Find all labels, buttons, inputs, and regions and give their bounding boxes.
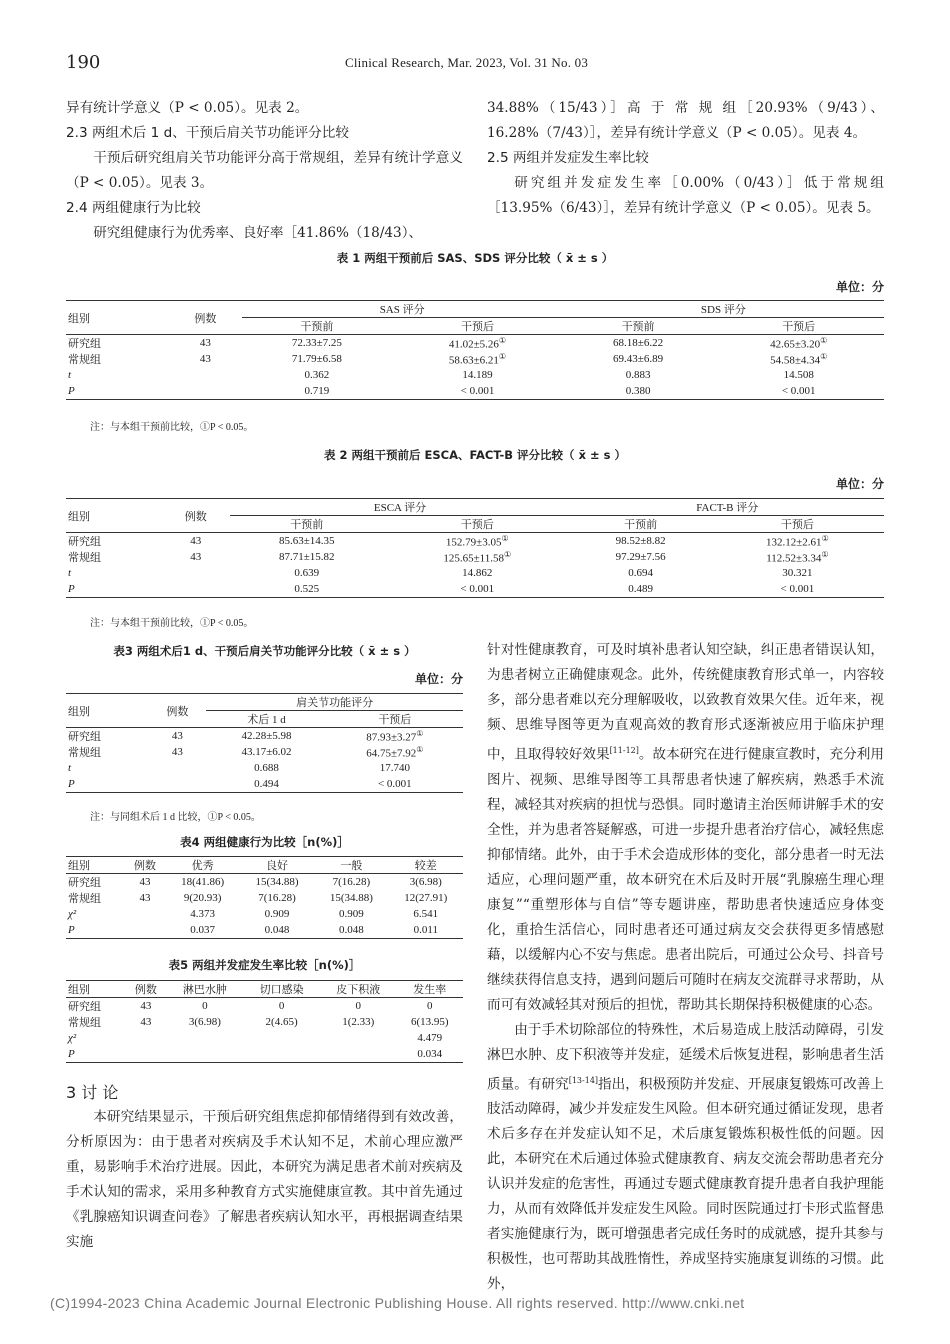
table5-caption: 表5 两组并发症发生率比较［n(%)］: [168, 958, 361, 972]
table-cell: < 0.001: [780, 583, 815, 595]
table-header: 较差: [414, 860, 437, 872]
table-header: 一般: [340, 860, 363, 872]
table-cell: 常规组: [68, 552, 101, 564]
journal-header: Clinical Research, Mar. 2023, Vol. 31 No. 03: [345, 55, 589, 70]
table-cell: [713, 335, 884, 352]
table-cell: 0.909: [264, 908, 290, 920]
table-header: 例数: [133, 860, 156, 872]
text-run: 。故本研究在进行健康宣教时，充分利用图片、视频、思维导图等工具帮患者快速了解疾病，熟悉手术流程，减轻其对疾病的担忧与恐惧。同时邀请主治医师讲解手术的安全性，并为患者答疑解惑，可进一步提升患者治疗信心，减轻焦虑抑郁情绪。此外，由于手术会造成形体的变化，部分患者一时无法适应，心理问题严重，故本研究在术后及时开展“乳腺癌生理心理康复”“重塑形体与自信”等专题讲座，帮助患者快速适应身体变化，重拾生活信心，同时患者还可通过病友交会获得更多情感慰藉，以缓解内心不安与焦虑。患者出院后，可通过公众号、抖音号继续获得信息支持，遇到问题后可随时在病友交流群寻求帮助，从而可有效减轻其对预后的担忧，帮助其长期保持积极健康的心态。: [487, 746, 884, 1013]
table-header: 组别: [66, 694, 148, 728]
table-cell: 0.688: [254, 762, 279, 774]
section-heading-discussion: 3 讨 论: [66, 1083, 119, 1102]
superscript: ①: [821, 533, 829, 543]
table-cell: [320, 1030, 397, 1046]
table-cell: 常规组: [68, 354, 101, 366]
table-row: [66, 874, 463, 891]
table-cell: 常规组: [68, 747, 101, 759]
table-cell: 0: [202, 1000, 208, 1012]
table-cell: < 0.001: [460, 385, 495, 397]
table-cell: 0.694: [628, 567, 653, 579]
page-number: 190: [66, 52, 101, 73]
table4-caption: 表4 两组健康行为比较［n(%)］: [180, 835, 349, 849]
table-cell: [711, 533, 884, 550]
table-header: 例数: [162, 499, 229, 533]
table-header: 皮下积液: [336, 984, 381, 996]
table-cell: 0.719: [304, 385, 330, 397]
table-cell: P: [68, 778, 75, 790]
table-cell: [392, 351, 563, 367]
table-cell: 15(34.88): [329, 892, 373, 904]
table-row: [66, 728, 463, 745]
table-cell: 常规组: [68, 893, 101, 905]
cell-value: 64.75±7.92: [366, 747, 417, 760]
table-cell: 43.17±6.02: [241, 746, 292, 758]
table-cell: 0: [355, 1000, 361, 1012]
superscript: ①: [820, 351, 828, 361]
table-header: 干预前: [300, 321, 334, 333]
table-cell: 0: [427, 1000, 433, 1012]
table2-caption: 表 2 两组干预前后 ESCA、FACT-B 评分比较（ x̄ ± s ）: [324, 448, 626, 462]
superscript: ①: [498, 351, 507, 361]
table-cell: 71.79±6.58: [291, 353, 342, 365]
table-cell: 12(27.91): [404, 892, 448, 904]
table-header: 发生率: [413, 984, 447, 996]
table-cell: 30.321: [782, 567, 813, 579]
section-heading-2-3: 2.3 两组术后 1 d、干预后肩关节功能评分比较: [66, 125, 349, 141]
table-header: 干预前: [624, 519, 658, 531]
table-cell: 0.362: [304, 369, 330, 381]
table-cell: 97.29±7.56: [615, 551, 666, 563]
table-cell: 0.909: [339, 908, 364, 920]
table-header: 淋巴水肿: [182, 984, 227, 996]
cell-value: 112.52±3.34: [766, 552, 822, 565]
table-cell: [392, 335, 563, 352]
paragraph: 干预后研究组肩关节功能评分高于常规组，差异有统计学意义（P < 0.05）。见表 3。: [66, 150, 463, 191]
table-header: 干预前: [621, 321, 655, 333]
superscript: ①: [498, 335, 507, 345]
table2-unit: 单位：分: [835, 477, 884, 491]
table-cell: [124, 922, 165, 939]
table-header: ESCA 评分: [230, 499, 571, 516]
table-cell: 0.048: [264, 924, 290, 936]
table-cell: 7(16.28): [332, 876, 371, 888]
copyright-footer: (C)1994-2023 China Academic Journal Electronic Publishing House. All rights reserved. http://www.cnki.net: [50, 1295, 745, 1311]
table-cell: 0.639: [294, 567, 320, 579]
table-row: [66, 744, 463, 760]
table-cell: 87.71±15.82: [279, 551, 335, 563]
table-cell: P: [68, 583, 75, 595]
table-cell: 43: [171, 746, 183, 758]
table-cell: [167, 1030, 244, 1046]
table-row: [66, 890, 463, 906]
table-cell: 0.494: [254, 778, 279, 790]
table-row: [66, 906, 463, 922]
table1: [66, 300, 884, 400]
table-row: [66, 581, 884, 598]
table-cell: 43: [171, 730, 183, 742]
table-cell: 9(20.93): [183, 892, 222, 904]
table-cell: t: [68, 567, 72, 579]
table-cell: 14.189: [462, 369, 493, 381]
cell-value: 132.12±2.61: [766, 536, 822, 549]
table-cell: [243, 1046, 320, 1063]
paragraph: [487, 1018, 884, 1298]
table-header: 干预后: [460, 519, 494, 531]
table-cell: P: [68, 924, 75, 936]
table-header: 干预后: [378, 714, 412, 726]
table-cell: χ²: [68, 908, 77, 920]
table-cell: 0: [278, 1000, 285, 1012]
table-row: [66, 367, 884, 383]
table-cell: 42.28±5.98: [241, 730, 292, 742]
superscript: ①: [504, 549, 512, 559]
table-row: [66, 533, 884, 550]
table-cell: 3(6.98): [409, 876, 442, 888]
table-cell: 6(13.95): [410, 1016, 449, 1028]
cell-value: 41.02±5.26: [448, 338, 499, 351]
table-header: 切口感染: [259, 984, 304, 996]
table-cell: 0.037: [190, 924, 216, 936]
table-header: 组别: [68, 984, 90, 996]
table-row: [66, 1014, 463, 1030]
table-row: [66, 776, 463, 793]
table-header: 术后 1 d: [247, 714, 286, 726]
table-cell: [124, 906, 165, 922]
table-header: 例数: [169, 301, 241, 335]
table-cell: 0.489: [628, 583, 653, 595]
table-header: 干预后: [460, 321, 494, 333]
table-header: 例数: [148, 694, 206, 728]
superscript: ①: [416, 728, 424, 738]
table-cell: 17.740: [379, 762, 410, 774]
table-cell: [169, 367, 241, 383]
text-run: 针对性健康教育，可及时填补患者认知空缺，纠正患者错误认知，为患者树立正确健康观念。此外，传统健康教育形式单一，内容较多，部分患者难以充分理解吸收，以致教育效果欠佳。近年来，视频、思维导图等更为直观高效的教育形式逐渐被应用于临床护理中，且取得较好效果: [487, 642, 884, 763]
table-cell: 0.048: [339, 924, 364, 936]
table-cell: [148, 760, 206, 776]
table3-note: 注：与同组术后 1 d 比较，①P < 0.05。: [90, 812, 261, 823]
table-row: [66, 565, 884, 581]
text-run: 指出，积极预防并发症、开展康复锻炼可改善上肢活动障碍，减少并发症发生风险。但本研究通过循证发现，患者术后多存在并发症认知不足，术后康复锻炼积极性低的问题。因此，本研究在术后通过体验式健康教育、病友交流会帮助患者充分认识并发症的危害性，再通过专题式健康教育提升患者自我护理能力，从而有效降低并发症发生风险。同时医院通过打卡形式监督患者实施健康行为，既可增强患者完成任务时的成就感，提升其参与积极性，也可帮助其战胜惰性，养成坚持实施康复训练的习惯。此外，: [487, 1076, 885, 1293]
table5: [66, 980, 463, 1063]
table-cell: [384, 549, 570, 565]
paragraph: 34.88%（15/43）］高 于 常 规 组［20.93%（9/43）、16.28%（7/43）］，差异有统计学意义（P < 0.05）。见表 4。: [487, 100, 884, 141]
table-row: [66, 922, 463, 939]
table-cell: [327, 744, 463, 760]
discussion-right-block: [487, 638, 884, 1297]
cell-value: 125.65±11.58: [443, 552, 505, 565]
text-run: 由于手术切除部位的特殊性，术后易造成上肢活动障碍，引发淋巴水肿、皮下积液等并发症，延缓术后恢复进程，影响患者生活质量。有研究: [487, 1021, 884, 1093]
table-cell: 43: [190, 535, 202, 547]
table-header: 组别: [66, 499, 162, 533]
table-cell: χ²: [68, 1032, 77, 1044]
paragraph: 研究组健康行为优秀率、良好率［41.86%（18/43）、: [93, 225, 423, 241]
table-header: 优秀: [191, 860, 214, 872]
table4: [66, 856, 463, 939]
superscript: ①: [501, 533, 509, 543]
table-cell: 43: [199, 353, 211, 365]
table-header: 干预后: [780, 519, 814, 531]
table-cell: 0.034: [417, 1048, 443, 1060]
citation: [11-12]: [609, 746, 639, 755]
table-cell: 研究组: [68, 338, 101, 350]
table-cell: 0.883: [625, 369, 651, 381]
table-cell: 43: [140, 1016, 152, 1028]
table-cell: 3(6.98): [188, 1016, 221, 1028]
table-row: [66, 760, 463, 776]
table-cell: 4.373: [190, 908, 216, 920]
table-cell: 43: [139, 892, 151, 904]
table-cell: [327, 728, 463, 745]
table-header: FACT-B 评分: [570, 499, 884, 516]
table3-caption: 表3 两组术后1 d、干预后肩关节功能评分比较（ x̄ ± s ）: [113, 644, 416, 658]
table1-caption: 表 1 两组干预前后 SAS、SDS 评分比较（ x̄ ± s ）: [336, 251, 614, 265]
table-cell: [125, 1046, 167, 1063]
table-cell: [167, 1046, 244, 1063]
table-cell: 0.011: [413, 924, 438, 936]
table-cell: 72.33±7.25: [291, 337, 342, 349]
table-cell: P: [68, 385, 75, 397]
table-cell: 14.862: [462, 567, 493, 579]
table-header: 组别: [66, 301, 169, 335]
table-row: [66, 335, 884, 352]
table1-unit: 单位：分: [835, 280, 884, 294]
table-cell: 研究组: [68, 1001, 101, 1013]
superscript: ①: [820, 335, 828, 345]
table-cell: 7(16.28): [258, 892, 296, 904]
table-header: SAS 评分: [242, 301, 563, 318]
table-cell: 14.508: [783, 369, 814, 381]
superscript: ①: [821, 549, 829, 559]
table-cell: [711, 549, 884, 565]
table-cell: < 0.001: [460, 583, 495, 595]
table1-note: 注：与本组干预前比较，①P < 0.05。: [90, 422, 254, 433]
table-cell: [243, 1030, 320, 1046]
table-cell: [148, 776, 206, 793]
paragraph: 研究组并发症发生率［0.00%（0/43）］低于常规组［13.95%（6/43）］，差异有统计学意义（P < 0.05）。见表 5。: [487, 175, 884, 216]
table-cell: 研究组: [68, 877, 101, 889]
table-cell: 研究组: [68, 536, 101, 548]
table-cell: 68.18±6.22: [613, 337, 664, 349]
table-cell: [169, 383, 241, 400]
table-row: [66, 998, 463, 1015]
table-cell: 4.479: [417, 1032, 443, 1044]
left-top-block: [66, 96, 463, 246]
table-cell: 常规组: [68, 1017, 101, 1029]
table-cell: < 0.001: [377, 778, 412, 790]
table-cell: P: [68, 1048, 75, 1060]
citation: [13-14]: [568, 1075, 599, 1085]
table-cell: t: [68, 762, 72, 774]
table-cell: t: [68, 369, 72, 381]
table-cell: [713, 351, 884, 367]
table-row: [66, 549, 884, 565]
table-cell: [384, 533, 570, 550]
cell-value: 54.58±4.34: [770, 354, 821, 367]
table-row: [66, 1030, 463, 1046]
table-header: 良好: [266, 860, 289, 872]
table-row: [66, 1046, 463, 1063]
table-cell: 69.43±6.89: [613, 353, 664, 365]
table-cell: 43: [190, 551, 202, 563]
table-header: 肩关节功能评分: [206, 694, 463, 711]
table3: [66, 693, 463, 793]
table-cell: 43: [139, 876, 151, 888]
table-cell: [162, 565, 229, 581]
table-row: [66, 351, 884, 367]
table-cell: 1(2.33): [342, 1016, 375, 1028]
table-cell: 43: [199, 337, 211, 349]
table-cell: 2(4.65): [265, 1016, 298, 1028]
table-cell: 6.541: [413, 908, 439, 920]
table-header: 组别: [68, 860, 90, 872]
table3-unit: 单位：分: [414, 672, 463, 686]
table-header: 干预前: [290, 519, 324, 531]
table-cell: < 0.001: [781, 385, 816, 397]
table-cell: 18(41.86): [181, 876, 225, 888]
cell-value: 42.65±3.20: [770, 338, 821, 351]
table-cell: [162, 581, 229, 598]
table-cell: [320, 1046, 397, 1063]
table2: [66, 498, 884, 598]
cell-value: 87.93±3.27: [366, 731, 417, 744]
section-heading-2-5: 2.5 两组并发症发生率比较: [487, 150, 649, 166]
table-cell: 43: [140, 1000, 152, 1012]
section-heading-2-4: 2.4 两组健康行为比较: [66, 200, 201, 216]
right-top-block: [487, 96, 884, 221]
cell-value: 58.63±6.21: [448, 354, 499, 367]
table-header: 干预后: [782, 321, 816, 333]
discussion-paragraph-left: 本研究结果显示，干预后研究组焦虑抑郁情绪得到有效改善，分析原因为：由于患者对疾病及手术认知不足，术前心理应激严重，易影响手术治疗进展。因此，本研究为满足患者术前对疾病及手术认知的需求，采用多种教育方式实施健康宣教。其中首先通过《乳腺癌知识调查问卷》了解患者疾病认知水平，再根据调查结果实施: [66, 1109, 463, 1250]
table-cell: 研究组: [68, 731, 101, 743]
table-cell: 0.380: [625, 385, 651, 397]
table-cell: [125, 1030, 167, 1046]
table-header: 例数: [134, 984, 157, 996]
table2-note: 注：与本组干预前比较，①P < 0.05。: [90, 618, 254, 629]
table-cell: 98.52±8.82: [615, 535, 666, 547]
table-cell: 15(34.88): [255, 876, 299, 888]
paragraph: 异有统计学意义（P < 0.05）。见表 2。: [66, 100, 309, 116]
table-header: SDS 评分: [563, 301, 884, 318]
table-cell: 85.63±14.35: [279, 535, 335, 547]
table-cell: 0.525: [294, 583, 320, 595]
table-row: [66, 383, 884, 400]
superscript: ①: [416, 744, 424, 754]
paragraph: [487, 638, 884, 1018]
cell-value: 152.79±3.05: [445, 536, 502, 549]
